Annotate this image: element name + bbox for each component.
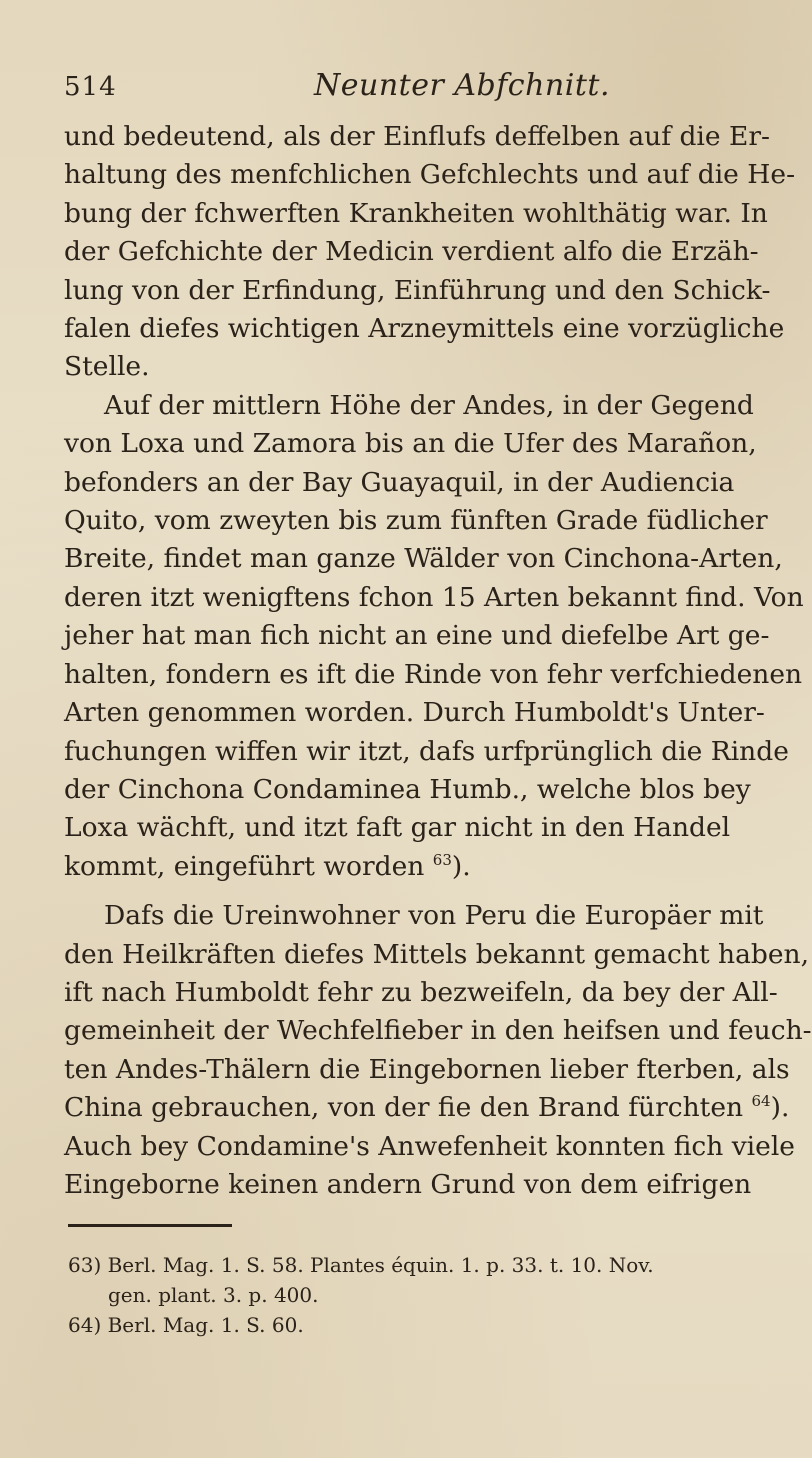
text-line: jeher hat man fich nicht an eine und diefelbe Art ge-: [64, 620, 770, 652]
footnote-63: 63) Berl. Mag. 1. S. 58. Plantes équin. 1. p. 33. t. 10. Nov.: [68, 1253, 654, 1277]
text-line: falen diefes wichtigen Arzneymittels eine vorzügliche: [64, 313, 785, 345]
line-end: ).: [770, 1092, 790, 1124]
text-line: deren itzt wenigftens fchon 15 Arten bekannt find. Von: [64, 581, 804, 613]
paragraph-3: [64, 897, 812, 1204]
text-line: Dafs die Ureinwohner von Peru die Europäer mit: [104, 900, 764, 932]
text-line: lung von der Erfindung, Einführung und den Schick-: [64, 274, 771, 306]
paragraph-1: [64, 118, 796, 387]
text-line: Auf der mittlern Höhe der Andes, in der Gegend: [104, 389, 754, 421]
footnote-ref-63[interactable]: 63: [432, 850, 452, 869]
footnote-64: 64) Berl. Mag. 1. S. 60.: [68, 1313, 304, 1337]
text-line: von Loxa und Zamora bis an die Ufer des Marañon,: [64, 428, 757, 460]
text-line: fuchungen wiffen wir itzt, dafs urfprünglich die Rinde: [64, 735, 789, 767]
text-line: Eingeborne keinen andern Grund von dem eifrigen: [64, 1168, 752, 1200]
line-text: China gebrauchen, von der fie den Brand fürchten: [64, 1092, 744, 1124]
text-line: halten, fondern es ift die Rinde von fehr verfchiedenen: [64, 658, 803, 690]
footnote-ref-64[interactable]: 64: [751, 1092, 771, 1111]
text-line: Loxa wächft, und itzt faft gar nicht in den Handel: [64, 812, 731, 844]
text-line: ift nach Humboldt fehr zu bezweifeln, da bey der All-: [64, 976, 778, 1008]
text-line: der Gefchichte der Medicin verdient alfo die Erzäh-: [64, 236, 759, 268]
text-line: gemeinheit der Wechfelfieber in den heifsen und feuch-: [64, 1015, 812, 1047]
text-line: den Heilkräften diefes Mittels bekannt gemacht haben,: [64, 938, 810, 970]
text-line: befonders an der Bay Guayaquil, in der Audiencia: [64, 466, 735, 498]
text-line: Auch bey Condamine's Anwefenheit konnten fich viele: [64, 1130, 795, 1162]
text-line: und bedeutend, als der Einflufs deffelben auf die Er-: [64, 121, 770, 152]
footnote-63-continued: gen. plant. 3. p. 400.: [108, 1283, 319, 1307]
text-line: [64, 848, 754, 886]
text-line: Quito, vom zweyten bis zum fünften Grade füdlicher: [64, 505, 768, 537]
text-line: Arten genommen worden. Durch Humboldt's Unter-: [64, 697, 765, 729]
text-line: Stelle.: [64, 351, 150, 383]
text-line: der Cinchona Condaminea Humb., welche blos bey: [64, 773, 751, 805]
line-end: ).: [451, 850, 471, 882]
text-line: haltung des menfchlichen Gefchlechts und auf die He-: [64, 159, 796, 191]
line-text: kommt, eingeführt worden: [64, 850, 425, 882]
page-header: [64, 68, 764, 108]
text-line: Breite, findet man ganze Wälder von Cinchona-Arten,: [64, 543, 783, 575]
body-text: [64, 118, 812, 1204]
running-title: Neunter Abfchnitt.: [314, 68, 610, 103]
text-line: [64, 1089, 790, 1127]
footnotes: [68, 1250, 768, 1340]
footnote-divider: [68, 1224, 232, 1227]
page-number: 514: [64, 72, 117, 102]
text-line: ten Andes-Thälern die Eingebornen lieber fterben, als: [64, 1053, 790, 1085]
text-line: bung der fchwerften Krankheiten wohlthätig war. In: [64, 197, 768, 229]
paragraph-2: [64, 387, 804, 886]
